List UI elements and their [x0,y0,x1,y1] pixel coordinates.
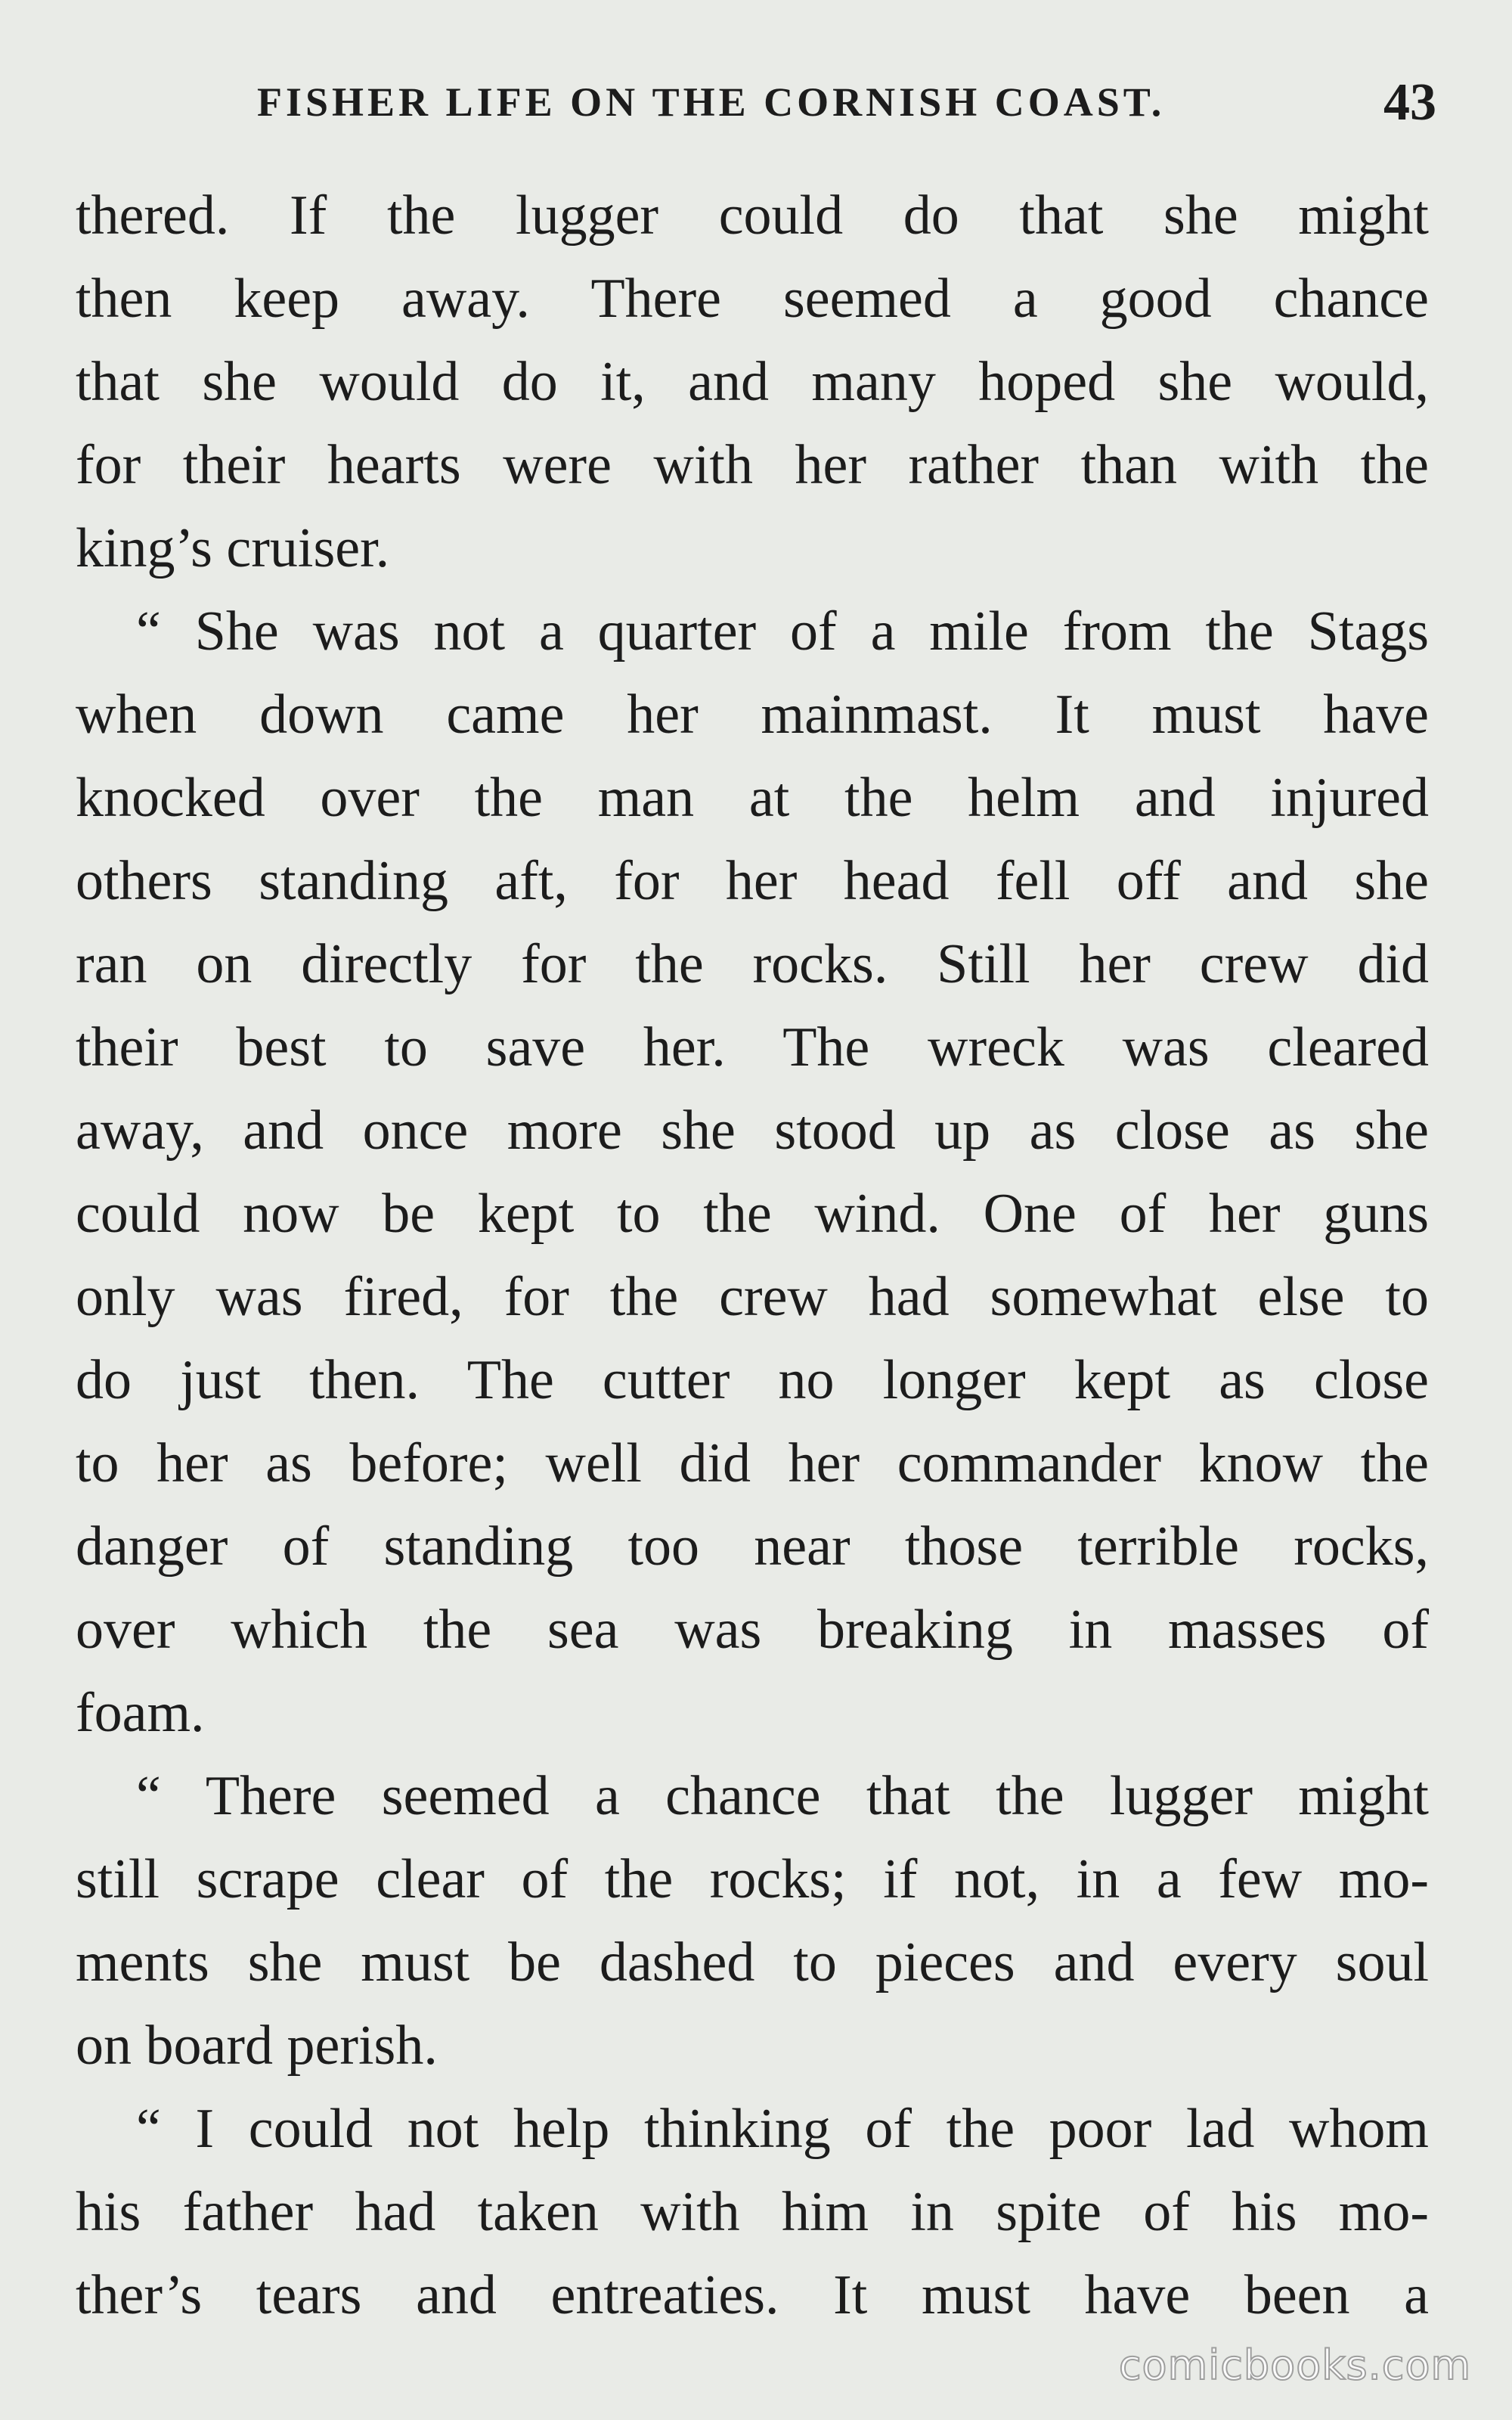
text-line: that she would do it, and many hoped she would, [76,351,1429,413]
body-text [76,174,1429,2337]
watermark-text: comicbooks.com [1118,2341,1472,2389]
watermark [1110,2334,1480,2397]
running-title: FISHER LIFE ON THE CORNISH COAST. [257,79,1166,125]
text-line: their best to save her. The wreck was cleared [76,1016,1429,1078]
text-line: only was fired, for the crew had somewhat else to [76,1266,1429,1328]
text-line: ran on directly for the rocks. Still her crew did [76,933,1429,995]
text-line: danger of standing too near those terrible rocks, [76,1516,1429,1578]
text-line: knocked over the man at the helm and injured [76,767,1429,829]
text-line: to her as before; well did her commander know the [76,1432,1429,1494]
text-line: still scrape clear of the rocks; if not, in a few mo- [76,1848,1429,1910]
text-line: on board perish. [76,2015,438,2077]
text-line: for their hearts were with her rather than with the [76,434,1429,496]
text-line: his father had taken with him in spite of his mo- [76,2181,1429,2243]
text-line: foam. [76,1682,205,1744]
text-line: “ There seemed a chance that the lugger might [136,1765,1429,1827]
running-head [257,73,1436,136]
text-line: “ I could not help thinking of the poor lad whom [136,2098,1429,2160]
text-line: king’s cruiser. [76,517,390,579]
text-line: when down came her mainmast. It must have [76,684,1429,746]
text-line: do just then. The cutter no longer kept as close [76,1349,1429,1411]
page-number: 43 [1383,73,1436,132]
text-line: over which the sea was breaking in masses of [76,1599,1429,1661]
text-line: others standing aft, for her head fell off and she [76,850,1429,912]
text-line: ther’s tears and entreaties. It must have been a [76,2264,1429,2326]
text-line: could now be kept to the wind. One of her guns [76,1183,1429,1245]
text-line: thered. If the lugger could do that she might [76,185,1429,247]
text-line: ments she must be dashed to pieces and every soul [76,1931,1429,1993]
text-line: then keep away. There seemed a good chance [76,268,1429,330]
text-line: “ She was not a quarter of a mile from the Stags [136,600,1429,662]
text-line: away, and once more she stood up as close as she [76,1100,1429,1162]
